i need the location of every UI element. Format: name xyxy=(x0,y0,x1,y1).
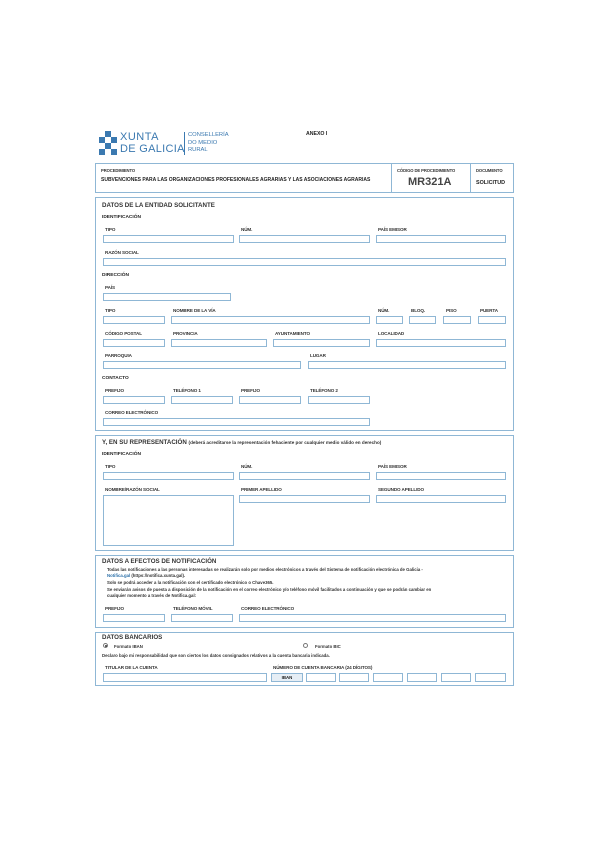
municipality-label: AYUNTAMIENTO xyxy=(275,331,310,336)
parish-label: PARROQUIA xyxy=(105,353,132,358)
procedure-divider-1 xyxy=(391,163,392,193)
rep-type-field[interactable] xyxy=(103,472,234,480)
notification-title: DATOS A EFECTOS DE NOTIFICACIÓN xyxy=(102,558,217,565)
country-label: PAÍS xyxy=(105,285,115,290)
account-number-label: NÚMERO DE CUENTA BANCARIA (24 DÍGITOS) xyxy=(273,665,373,670)
street-type-field[interactable] xyxy=(103,316,165,324)
procedure-divider-2 xyxy=(470,163,471,193)
applicant-title: DATOS DE LA ENTIDAD SOLICITANTE xyxy=(102,202,215,209)
prefix-2-label: PREFIJO xyxy=(241,388,260,393)
rep-surname-1-field[interactable] xyxy=(239,495,370,503)
iban-prefix-label: IBAN xyxy=(281,675,293,680)
place-label: LUGAR xyxy=(310,353,326,358)
notification-line-1: Todas las notificaciones a las personas interesadas se realizarán solo por medios electrónicos a través del Sistema de notificación electrónica de Galicia - xyxy=(107,567,423,572)
notification-line-4: Se enviarán avisos de puesta a disposición de la notificación en el correo electrónico y/o teléfono móvil facilitados a continuación y que se podrán cambiar en xyxy=(107,587,432,592)
rep-name-label: NOMBRE/RAZÓN SOCIAL xyxy=(105,487,160,492)
account-number-block[interactable] xyxy=(306,673,336,682)
notif-mobile-field[interactable] xyxy=(171,614,233,622)
iban-radio[interactable] xyxy=(103,643,108,648)
applicant-identification: IDENTIFICACIÓN xyxy=(102,215,141,220)
dept-line-3: RURAL xyxy=(188,147,208,153)
province-field[interactable] xyxy=(171,339,267,347)
rep-surname-1-label: PRIMER APELLIDO xyxy=(241,487,282,492)
account-number-block[interactable] xyxy=(373,673,403,682)
representative-title-note: (deberá acreditarse la representación fehaciente por cualquier medio válido en derecho) xyxy=(188,440,382,445)
prefix-1-label: PREFIJO xyxy=(105,388,124,393)
notification-line-5: cualquier momento a través de Notifica.gal: xyxy=(107,593,197,598)
email-field[interactable] xyxy=(103,418,370,426)
locality-label: LOCALIDAD xyxy=(378,331,405,336)
dept-line-2: DO MEDIO xyxy=(188,139,218,146)
representative-title xyxy=(102,439,381,446)
annex-label: ANEXO I xyxy=(306,131,328,137)
rep-surname-2-field[interactable] xyxy=(376,495,506,503)
door-label: PUERTA xyxy=(480,308,498,313)
iban-radio-dot xyxy=(105,645,107,647)
rep-issuer-field[interactable] xyxy=(376,472,506,480)
address-heading: DIRECCIÓN xyxy=(102,273,129,278)
applicant-number-label: NÚM. xyxy=(241,227,253,232)
logo-text-2: DE GALICIA xyxy=(120,143,185,155)
account-number-block[interactable] xyxy=(441,673,471,682)
dept-line-1: CONSELLERÍA xyxy=(188,132,229,138)
email-label: CORREO ELECTRÓNICO xyxy=(105,410,159,415)
phone-1-label: TELÉFONO 1 xyxy=(173,388,201,393)
procedure-label: PROCEDIMIENTO xyxy=(101,168,135,173)
block-field[interactable] xyxy=(409,316,436,324)
applicant-type-field[interactable] xyxy=(103,235,234,243)
rep-type-label: TIPO xyxy=(105,464,116,469)
municipality-field[interactable] xyxy=(273,339,370,347)
bank-declaration: Declaro bajo mi responsabilidad que son ciertos los datos consignados relativos a la cuenta bancaria indicada. xyxy=(102,653,330,658)
business-name-label: RAZÓN SOCIAL xyxy=(105,250,139,255)
parish-field[interactable] xyxy=(103,361,301,369)
procedure-code: MR321A xyxy=(408,176,452,188)
notification-line-3: Solo se podrá acceder a la notificación con el certificado electrónico o Chave365. xyxy=(107,580,274,585)
representative-title-text: Y, EN SU REPRESENTACIÓN xyxy=(102,439,187,446)
notification-line-2 xyxy=(107,573,185,578)
notif-mobile-label: TELÉFONO MÓVIL xyxy=(173,606,213,611)
door-field[interactable] xyxy=(478,316,506,324)
notif-email-field[interactable] xyxy=(239,614,506,622)
phone-1-field[interactable] xyxy=(171,396,233,404)
place-field[interactable] xyxy=(308,361,506,369)
bic-radio[interactable] xyxy=(303,643,308,648)
business-name-field[interactable] xyxy=(103,258,506,266)
procedure-code-label: CÓDIGO DE PROCEDIMIENTO xyxy=(397,168,456,173)
street-number-label: NÚM. xyxy=(378,308,390,313)
representative-identification: IDENTIFICACIÓN xyxy=(102,452,141,457)
applicant-issuer-label: PAÍS EMISOR xyxy=(378,227,407,232)
procedure-text: SUBVENCIONES PARA LAS ORGANIZACIONES PROFESIONALES AGRARIAS Y LAS ASOCIACIONES AGRARIAS xyxy=(101,177,371,183)
bic-option-label: Formato BIC xyxy=(315,644,341,649)
logo xyxy=(99,131,229,157)
rep-number-field[interactable] xyxy=(239,472,370,480)
applicant-type-label: TIPO xyxy=(105,227,116,232)
notif-prefix-field[interactable] xyxy=(103,614,165,622)
street-name-field[interactable] xyxy=(171,316,370,324)
floor-label: PISO xyxy=(446,308,457,313)
account-holder-label: TITULAR DE LA CUENTA xyxy=(105,665,158,670)
street-number-field[interactable] xyxy=(376,316,403,324)
iban-option-label: Formato IBAN xyxy=(114,644,143,649)
prefix-2-field[interactable] xyxy=(239,396,301,404)
contact-heading: CONTACTO xyxy=(102,376,129,381)
account-number-block[interactable] xyxy=(339,673,369,682)
phone-2-label: TELÉFONO 2 xyxy=(310,388,338,393)
logo-text-1: XUNTA xyxy=(120,131,159,143)
rep-name-field[interactable] xyxy=(103,495,234,546)
floor-field[interactable] xyxy=(443,316,471,324)
notifica-url-text: (https://notifica.xunta.gal). xyxy=(131,573,186,578)
logo-divider xyxy=(184,132,185,155)
street-name-label: NOMBRE DE LA VÍA xyxy=(173,308,216,313)
postal-code-field[interactable] xyxy=(103,339,165,347)
country-field[interactable] xyxy=(103,293,231,301)
prefix-1-field[interactable] xyxy=(103,396,165,404)
postal-code-label: CÓDIGO POSTAL xyxy=(105,331,142,336)
notif-prefix-label: PREFIJO xyxy=(105,606,124,611)
bank-title: DATOS BANCARIOS xyxy=(102,634,163,641)
applicant-issuer-field[interactable] xyxy=(376,235,506,243)
notif-email-label: CORREO ELECTRÓNICO xyxy=(241,606,295,611)
rep-number-label: NÚM. xyxy=(241,464,253,469)
document-label: DOCUMENTO xyxy=(476,168,503,173)
street-type-label: TIPO xyxy=(105,308,116,313)
block-label: BLOQ. xyxy=(411,308,426,313)
province-label: PROVINCIA xyxy=(173,331,198,336)
iban-prefix-box xyxy=(271,673,303,682)
xunta-emblem-icon xyxy=(99,131,117,155)
account-holder-field[interactable] xyxy=(103,673,267,682)
rep-surname-2-label: SEGUNDO APELLIDO xyxy=(378,487,424,492)
document-value: SOLICITUD xyxy=(476,180,506,186)
account-number-block[interactable] xyxy=(475,673,506,682)
applicant-number-field[interactable] xyxy=(239,235,370,243)
account-number-block[interactable] xyxy=(407,673,437,682)
phone-2-field[interactable] xyxy=(308,396,370,404)
notifica-link[interactable]: Notifica.gal xyxy=(107,573,131,578)
locality-field[interactable] xyxy=(376,339,506,347)
rep-issuer-label: PAÍS EMISOR xyxy=(378,464,407,469)
